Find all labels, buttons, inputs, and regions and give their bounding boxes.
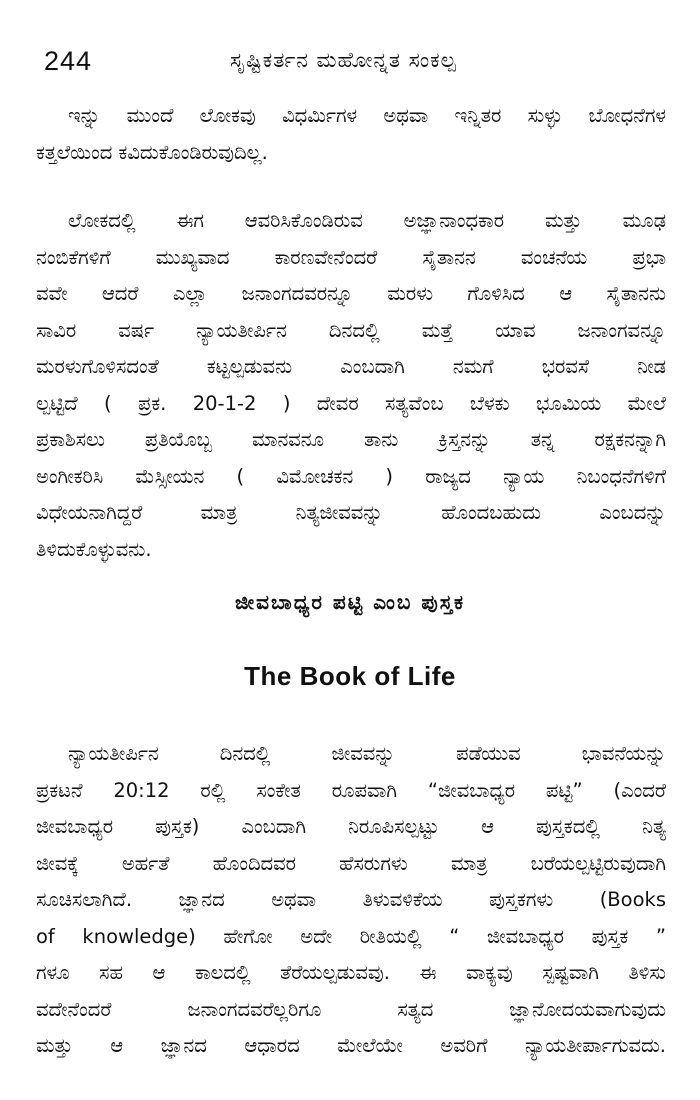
paragraph-line: ಪ್ರಕಟನೆ 20:12 ರಲ್ಲಿ ಸಂಕೇತ ರೂಪವಾಗಿ “ಜೀವಬಾಧ್ಯರ ಪಟ್ಟಿ” (ಎಂದರೆ xyxy=(36,778,666,802)
paragraph-3 xyxy=(36,736,666,1065)
paragraph-line: ಸೂಚಿಸಲಾಗಿದೆ. ಜ್ಞಾನದ ಅಥವಾ ತಿಳುವಳಿಕೆಯ ಪುಸ್ತಕಗಳು (Books xyxy=(36,888,666,911)
paragraph-line: ಮತ್ತು ಆ ಜ್ಞಾನದ ಆಧಾರದ ಮೇಲೆಯೇ ಅವರಿಗೆ ನ್ಯಾಯತೀರ್ಪಾಗುವದು. xyxy=(36,1034,666,1057)
paragraph-line: ಗಳೂ ಸಹ ಆ ಕಾಲದಲ್ಲಿ ತೆರೆಯಲ್ಪಡುವವು. ಈ ವಾಕ್ಯವು ಸ್ಪಷ್ಟವಾಗಿ ತಿಳಿಸು xyxy=(36,961,666,984)
paragraph-2 xyxy=(36,203,666,568)
page-number: 244 xyxy=(44,46,93,76)
paragraph-line: ನಂಬಿಕೆಗಳಿಗೆ ಮುಖ್ಯವಾದ ಕಾರಣವೇನೆಂದರೆ ಸೈತಾನನ ವಂಚನೆಯ ಪ್ರಭಾ xyxy=(36,245,666,269)
paragraph-1 xyxy=(36,98,666,171)
section-heading-english: The Book of Life xyxy=(244,661,456,691)
paragraph-line: ವದೇನೆಂದರೆ ಜನಾಂಗದವರೆಲ್ಲರಿಗೂ ಸತ್ಯದ ಜ್ಞಾನೋದಯವಾಗುವುದು xyxy=(36,997,666,1021)
section-heading-kannada: ಜೀವಬಾಧ್ಯರ ಪಟ್ಟಿ ಎಂಬ ಪುಸ್ತಕ xyxy=(234,590,466,614)
paragraph-line: ಕತ್ತಲೆಯಿಂದ ಕವಿದುಕೊಂಡಿರುವುದಿಲ್ಲ. xyxy=(36,140,268,164)
paragraph-line: ಪ್ರಕಾಶಿಸಲು ಪ್ರತಿಯೊಬ್ಬ ಮಾನವನೂ ತಾನು ಕ್ರಿಸ್ತನನ್ನು ತನ್ನ ರಕ್ಷಕನನ್ನಾಗಿ xyxy=(36,428,666,451)
paragraph-line: ಜೀವಕ್ಕೆ ಅರ್ಹತೆ ಹೊಂದಿದವರ ಹೆಸರುಗಳು ಮಾತ್ರ ಬರೆಯಲ್ಪಟ್ಟಿರುವುದಾಗಿ xyxy=(36,851,666,875)
paragraph-line: ವವೇ ಆದರೆ ಎಲ್ಲಾ ಜನಾಂಗದವರನ್ನೂ ಮರಳು ಗೊಳಿಸಿದ ಆ ಸೈತಾನನು xyxy=(36,282,666,305)
paragraph-line: ನ್ಯಾಯತೀರ್ಪಿನ ದಿನದಲ್ಲಿ ಜೀವವನ್ನು ಪಡೆಯುವ ಭಾವನೆಯನ್ನು xyxy=(68,742,666,765)
paragraph-line: ಅಂಗೀಕರಿಸಿ ಮೆಸ್ಸೀಯನ ( ವಿಮೋಚಕನ ) ರಾಜ್ಯದ ನ್ಯಾಯ ನಿಬಂಧನೆಗಳಿಗೆ xyxy=(36,464,666,488)
paragraph-line: ಸಾವಿರ ವರ್ಷ ನ್ಯಾಯತೀರ್ಪಿನ ದಿನದಲ್ಲಿ ಮತ್ತೆ ಯಾವ ಜನಾಂಗವನ್ನೂ xyxy=(36,318,666,342)
paragraph-line: ಲ್ಪಟ್ಟಿದೆ ( ಪ್ರಕ. 20-1-2 ) ದೇವರ ಸತ್ಯವೆಂಬ ಬೆಳಕು ಭೂಮಿಯ ಮೇಲೆ xyxy=(36,391,666,415)
paragraph-line: ತಿಳಿದುಕೊಳ್ಳುವನು. xyxy=(36,537,152,561)
page-header xyxy=(44,46,664,86)
paragraph-line: ಮರಳುಗೊಳಿಸದಂತೆ ಕಟ್ಟಲ್ಪಡುವನು ಎಂಬದಾಗಿ ನಮಗೆ ಭರವಸೆ ನೀಡ xyxy=(36,355,666,378)
paragraph-line: ಲೋಕದಲ್ಲಿ ಈಗ ಆವರಿಸಿಕೊಂಡಿರುವ ಅಜ್ಞಾನಾಂಧಕಾರ ಮತ್ತು ಮೂಢ xyxy=(68,209,666,232)
running-title: ಸೃಷ್ಟಿಕರ್ತನ ಮಹೋನ್ನತ ಸಂಕಲ್ಪ xyxy=(230,48,457,72)
paragraph-line: ಜೀವಬಾಧ್ಯರ ಪುಸ್ತಕ) ಎಂಬದಾಗಿ ನಿರೂಪಿಸಲ್ಪಟ್ಟು ಆ ಪುಸ್ತಕದಲ್ಲಿ ನಿತ್ಯ xyxy=(36,815,666,838)
paragraph-line: ವಿಧೇಯನಾಗಿದ್ದರೆ ಮಾತ್ರ ನಿತ್ಯಜೀವವನ್ನು ಹೊಂದಬಹುದು ಎಂಬದನ್ನು xyxy=(36,501,666,524)
paragraph-line: of knowledge) ಹೇಗೋ ಅದೇ ರೀತಿಯಲ್ಲಿ “ ಜೀವಬಾಧ್ಯರ ಪುಸ್ತಕ ” xyxy=(36,924,666,948)
paragraph-line: ಇನ್ನು ಮುಂದೆ ಲೋಕವು ವಿಧರ್ಮಿಗಳ ಅಥವಾ ಇನ್ನಿತರ ಸುಳ್ಳು ಬೋಧನೆಗಳ xyxy=(68,104,666,127)
